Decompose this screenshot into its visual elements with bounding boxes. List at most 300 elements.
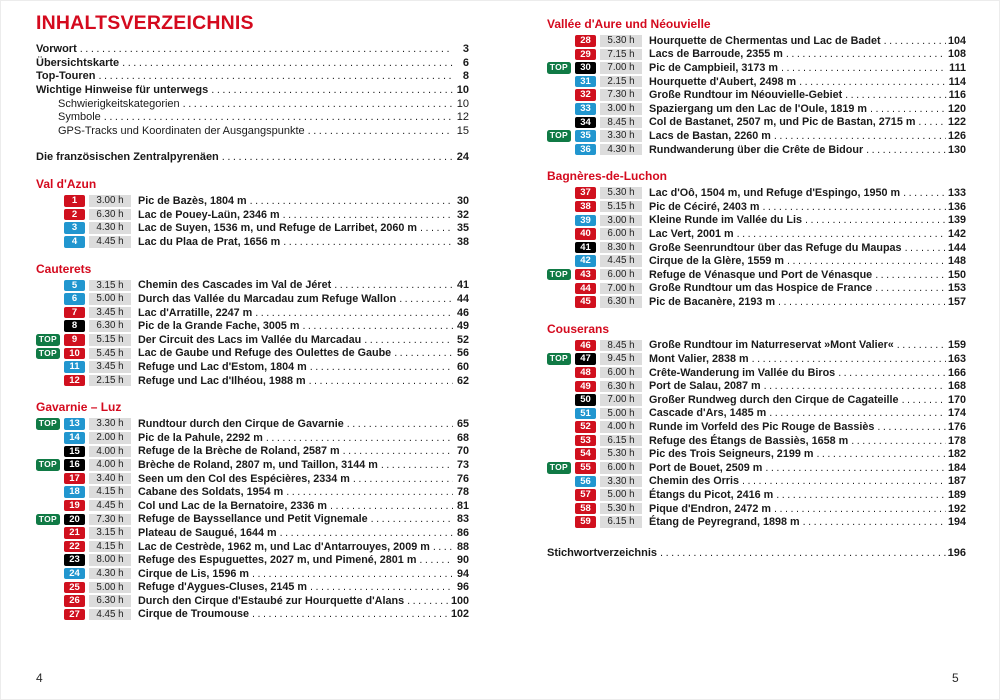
entry-page-number: 163 xyxy=(947,353,966,366)
entry-label: Refuge und Lac d'Ilhéou, 1988 m xyxy=(138,374,306,387)
tour-duration: 4.45 h xyxy=(89,236,131,248)
entry-page-number: 144 xyxy=(947,241,966,254)
tour-entry xyxy=(547,475,966,489)
entry-label: GPS-Tracks und Koordinaten der Ausgangspunkte xyxy=(58,124,305,137)
tour-duration: 6.30 h xyxy=(89,595,131,607)
tour-duration: 8.30 h xyxy=(600,242,642,254)
entry-page-number: 100 xyxy=(450,594,469,607)
section-heading: Val d'Azun xyxy=(36,177,97,192)
dotted-leader xyxy=(334,279,453,291)
tour-number-badge: 52 xyxy=(575,421,596,433)
dotted-leader xyxy=(371,513,453,525)
dotted-leader xyxy=(309,375,453,387)
tour-duration: 4.00 h xyxy=(600,421,642,433)
dotted-leader xyxy=(302,320,453,332)
dotted-leader xyxy=(266,432,453,444)
tour-entry xyxy=(547,434,966,448)
page-number-right: 5 xyxy=(952,671,959,685)
tour-entry xyxy=(547,186,966,200)
entry-label: Lac d'Oô, 1504 m, und Refuge d'Espingo, 1950 m xyxy=(649,187,901,200)
tour-entry xyxy=(547,61,966,75)
tour-number-badge: 17 xyxy=(64,473,85,485)
dotted-leader xyxy=(875,269,946,281)
tour-entry xyxy=(36,513,469,527)
tour-duration: 6.00 h xyxy=(600,269,642,281)
dotted-leader xyxy=(781,62,947,74)
entry-page-number: 94 xyxy=(456,567,469,580)
tour-number-badge: 13 xyxy=(64,418,85,430)
entry-page-number: 88 xyxy=(456,540,469,553)
dotted-leader xyxy=(286,486,453,498)
tour-entry xyxy=(547,502,966,516)
tour-entry xyxy=(547,515,966,529)
entry-page-number: 3 xyxy=(462,43,469,56)
tour-number-badge: 50 xyxy=(575,394,596,406)
tour-number-badge: 10 xyxy=(64,348,85,360)
top-slot xyxy=(36,418,64,430)
tour-number-badge: 3 xyxy=(64,222,85,234)
entry-label: Übersichtskarte xyxy=(36,56,120,69)
left-page-column xyxy=(36,14,469,621)
tour-entry xyxy=(36,485,469,499)
tour-number-badge: 24 xyxy=(64,568,85,580)
dotted-leader xyxy=(399,293,453,305)
top-badge: TOP xyxy=(547,353,571,365)
tour-number-badge: 37 xyxy=(575,187,596,199)
entry-label: Große Rundtour im Néouvielle-Gebiet xyxy=(649,89,843,102)
tour-number-badge: 2 xyxy=(64,209,85,221)
top-badge: TOP xyxy=(36,334,60,346)
tour-entry xyxy=(36,431,469,445)
tour-entry xyxy=(36,235,469,249)
tour-number-badge: 30 xyxy=(575,62,596,74)
tour-number-badge: 20 xyxy=(64,514,85,526)
tour-entry xyxy=(547,407,966,421)
entry-label: Rundwanderung über die Crête de Bidour xyxy=(649,143,864,156)
entry-label: Refuge de Bayssellance und Petit Vignemale xyxy=(138,513,368,526)
tour-number-badge: 42 xyxy=(575,255,596,267)
entry-page-number: 187 xyxy=(947,475,966,488)
entry-page-number: 114 xyxy=(948,75,966,88)
entry-label: Pic de Bazès, 1804 m xyxy=(138,195,247,208)
entry-label: Große Rundtour um das Hospice de France xyxy=(649,282,873,295)
dotted-leader xyxy=(252,608,449,620)
entry-label: Rundtour durch den Cirque de Gavarnie xyxy=(138,418,344,431)
tour-number-badge: 26 xyxy=(64,595,85,607)
tour-entry xyxy=(36,499,469,513)
dotted-leader xyxy=(875,282,946,294)
tour-duration: 2.15 h xyxy=(89,375,131,387)
entry-page-number: 104 xyxy=(947,34,966,47)
top-slot xyxy=(547,353,575,365)
dotted-leader xyxy=(805,214,946,226)
tour-duration: 3.00 h xyxy=(600,103,642,115)
tour-number-badge: 1 xyxy=(64,195,85,207)
tour-number-badge: 49 xyxy=(575,381,596,393)
entry-label: Chemin des Cascades im Val de Jéret xyxy=(138,279,332,292)
tour-duration: 6.15 h xyxy=(600,516,642,528)
entry-label: Lac Vert, 2001 m xyxy=(649,227,734,240)
tour-duration: 5.45 h xyxy=(89,348,131,360)
tour-number-badge: 8 xyxy=(64,320,85,332)
top-badge: TOP xyxy=(547,62,571,74)
entry-label: Plateau de Saugué, 1644 m xyxy=(138,526,277,539)
tour-duration: 3.30 h xyxy=(600,130,642,142)
tour-number-badge: 43 xyxy=(575,269,596,281)
dotted-leader xyxy=(764,380,946,392)
dotted-leader xyxy=(803,516,946,528)
top-badge: TOP xyxy=(36,459,60,471)
dotted-leader xyxy=(799,76,946,88)
tour-number-badge: 46 xyxy=(575,340,596,352)
tour-number-badge: 44 xyxy=(575,283,596,295)
dotted-leader xyxy=(280,527,453,539)
dotted-leader xyxy=(851,435,946,447)
entry-page-number: 65 xyxy=(456,418,469,431)
dotted-leader xyxy=(104,111,453,123)
tour-entry xyxy=(547,75,966,89)
spacer xyxy=(36,138,469,151)
tour-duration: 4.15 h xyxy=(89,486,131,498)
entry-page-number: 81 xyxy=(456,499,469,512)
tour-number-badge: 51 xyxy=(575,408,596,420)
intro-entry xyxy=(36,56,469,70)
tour-duration: 3.30 h xyxy=(600,476,642,488)
tour-duration: 6.30 h xyxy=(600,381,642,393)
entry-label: Cirque de Troumouse xyxy=(138,608,249,621)
tour-duration: 8.45 h xyxy=(600,117,642,129)
tour-duration: 8.00 h xyxy=(89,554,131,566)
entry-page-number: 178 xyxy=(947,434,966,447)
entry-page-number: 170 xyxy=(947,393,966,406)
entry-label: Top-Touren xyxy=(36,70,96,83)
entry-page-number: 76 xyxy=(456,472,469,485)
entry-page-number: 116 xyxy=(948,89,966,102)
entry-label: Seen um den Col des Espécières, 2334 m xyxy=(138,472,350,485)
entry-page-number: 24 xyxy=(456,151,469,164)
entry-page-number: 194 xyxy=(947,516,966,529)
tour-number-badge: 11 xyxy=(64,361,85,373)
dotted-leader xyxy=(122,57,453,69)
tour-entry xyxy=(36,194,469,208)
tour-number-badge: 22 xyxy=(64,541,85,553)
tour-number-badge: 38 xyxy=(575,201,596,213)
entry-page-number: 168 xyxy=(947,380,966,393)
entry-page-number: 108 xyxy=(947,48,966,61)
tour-number-badge: 19 xyxy=(64,500,85,512)
tour-entry xyxy=(36,526,469,540)
dotted-leader xyxy=(407,595,449,607)
entry-page-number: 35 xyxy=(456,222,469,235)
tour-entry xyxy=(547,379,966,393)
entry-label: Refuge und Lac d'Estom, 1804 m xyxy=(138,360,307,373)
tour-duration: 5.30 h xyxy=(600,448,642,460)
tour-duration: 5.15 h xyxy=(600,201,642,213)
tour-entry xyxy=(547,352,966,366)
tour-number-badge: 18 xyxy=(64,486,85,498)
tour-duration: 8.45 h xyxy=(600,340,642,352)
page-title: INHALTSVERZEICHNIS xyxy=(36,12,254,34)
tour-entry xyxy=(36,581,469,595)
tour-number-badge: 45 xyxy=(575,296,596,308)
tour-number-badge: 41 xyxy=(575,242,596,254)
tour-entry xyxy=(36,417,469,431)
tour-duration: 7.15 h xyxy=(600,49,642,61)
tour-duration: 5.30 h xyxy=(600,187,642,199)
entry-page-number: 153 xyxy=(947,282,966,295)
tour-number-badge: 36 xyxy=(575,144,596,156)
tour-entry xyxy=(547,339,966,353)
dotted-leader xyxy=(786,48,946,60)
tour-duration: 4.30 h xyxy=(89,222,131,234)
tour-entry xyxy=(547,268,966,282)
tour-entry xyxy=(547,241,966,255)
tour-entry xyxy=(36,333,469,347)
tour-duration: 5.00 h xyxy=(89,293,131,305)
intro-entry xyxy=(36,151,469,165)
entry-page-number: 60 xyxy=(456,360,469,373)
entry-label: Cirque de la Glère, 1559 m xyxy=(649,255,785,268)
dotted-leader xyxy=(347,418,453,430)
tour-number-badge: 47 xyxy=(575,353,596,365)
tour-duration: 4.45 h xyxy=(600,255,642,267)
entry-label: Port de Bouet, 2509 m xyxy=(649,461,763,474)
dotted-leader xyxy=(774,503,946,515)
entry-label: Refuge des Étangs de Bassiès, 1658 m xyxy=(649,434,849,447)
entry-label: Refuge des Espuguettes, 2027 m, und Pimené, 2801 m xyxy=(138,554,417,567)
entry-page-number: 30 xyxy=(456,195,469,208)
dotted-leader xyxy=(778,296,946,308)
tour-entry xyxy=(547,88,966,102)
entry-page-number: 111 xyxy=(949,61,966,74)
entry-page-number: 130 xyxy=(947,143,966,156)
entry-label: Cirque de Lis, 1596 m xyxy=(138,567,250,580)
tour-number-badge: 23 xyxy=(64,554,85,566)
top-slot xyxy=(547,62,575,74)
dotted-leader xyxy=(905,242,946,254)
entry-page-number: 142 xyxy=(947,227,966,240)
entry-label: Étangs du Picot, 2416 m xyxy=(649,489,774,502)
tour-entry xyxy=(547,116,966,130)
tour-entry xyxy=(547,282,966,296)
entry-label: Brèche de Roland, 2807 m, und Taillon, 3144 m xyxy=(138,458,378,471)
dotted-leader xyxy=(353,473,453,485)
entry-label: Pique d'Endron, 2472 m xyxy=(649,502,771,515)
entry-label: Refuge d'Aygues-Cluses, 2145 m xyxy=(138,581,307,594)
tour-duration: 5.30 h xyxy=(600,35,642,47)
tour-duration: 9.45 h xyxy=(600,353,642,365)
tour-duration: 6.30 h xyxy=(89,320,131,332)
tour-entry xyxy=(547,447,966,461)
entry-page-number: 120 xyxy=(947,102,966,115)
tour-number-badge: 31 xyxy=(575,76,596,88)
dotted-leader xyxy=(884,35,946,47)
dotted-leader xyxy=(742,475,946,487)
top-slot xyxy=(36,514,64,526)
tour-entry xyxy=(36,458,469,472)
tour-number-badge: 28 xyxy=(575,35,596,47)
tour-duration: 3.30 h xyxy=(89,418,131,430)
entry-page-number: 133 xyxy=(947,187,966,200)
right-page-column xyxy=(547,14,966,560)
tour-duration: 5.00 h xyxy=(600,408,642,420)
dotted-leader xyxy=(902,394,946,406)
entry-label: Spaziergang um den Lac de l'Oule, 1819 m xyxy=(649,102,867,115)
tour-entry xyxy=(36,553,469,567)
tour-duration: 3.45 h xyxy=(89,307,131,319)
entry-label: Refuge de Vénasque und Port de Vénasque xyxy=(649,268,873,281)
top-slot xyxy=(547,269,575,281)
tour-entry xyxy=(36,319,469,333)
tour-entry xyxy=(547,420,966,434)
dotted-leader xyxy=(283,209,453,221)
tour-entry xyxy=(547,143,966,157)
entry-label: Vorwort xyxy=(36,43,77,56)
entry-label: Étang de Peyregrand, 1898 m xyxy=(649,516,800,529)
dotted-leader xyxy=(308,125,453,137)
dotted-leader xyxy=(80,43,453,55)
entry-page-number: 44 xyxy=(456,293,469,306)
tour-number-badge: 16 xyxy=(64,459,85,471)
tour-duration: 4.45 h xyxy=(89,500,131,512)
entry-label: Großer Rundweg durch den Cirque de Cagateille xyxy=(649,393,899,406)
intro-entry xyxy=(36,124,469,138)
tour-duration: 7.30 h xyxy=(89,514,131,526)
tour-entry xyxy=(547,254,966,268)
dotted-leader xyxy=(420,222,453,234)
tour-duration: 5.30 h xyxy=(600,503,642,515)
tour-number-badge: 7 xyxy=(64,307,85,319)
tour-number-badge: 12 xyxy=(64,375,85,387)
tour-entry xyxy=(547,129,966,143)
entry-label: Kleine Runde im Vallée du Lis xyxy=(649,214,802,227)
tour-number-badge: 27 xyxy=(64,609,85,621)
entry-page-number: 174 xyxy=(947,407,966,420)
entry-label: Große Rundtour im Naturreservat »Mont Valier« xyxy=(649,339,894,352)
tour-entry xyxy=(36,221,469,235)
dotted-leader xyxy=(433,541,453,553)
entry-label: Hourquette de Chermentas und Lac de Badet xyxy=(649,34,881,47)
entry-label: Hourquette d'Aubert, 2498 m xyxy=(649,75,797,88)
entry-label: Lac de Suyen, 1536 m, und Refuge de Larribet, 2060 m xyxy=(138,222,418,235)
tour-entry xyxy=(36,567,469,581)
dotted-leader xyxy=(283,236,453,248)
tour-duration: 4.00 h xyxy=(89,459,131,471)
intro-entry xyxy=(36,83,469,97)
entry-page-number: 182 xyxy=(947,448,966,461)
tour-entry xyxy=(547,488,966,502)
entry-page-number: 52 xyxy=(456,333,469,346)
tour-duration: 2.15 h xyxy=(600,76,642,88)
entry-page-number: 10 xyxy=(456,84,469,97)
tour-number-badge: 48 xyxy=(575,367,596,379)
intro-entry xyxy=(36,97,469,111)
top-badge: TOP xyxy=(36,418,60,430)
entry-label: Col und Lac de la Bernatoire, 2336 m xyxy=(138,499,328,512)
entry-label: Refuge de la Brèche de Roland, 2587 m xyxy=(138,445,340,458)
top-badge: TOP xyxy=(36,348,60,360)
tour-number-badge: 35 xyxy=(575,130,596,142)
dotted-leader xyxy=(252,568,453,580)
entry-page-number: 150 xyxy=(947,268,966,281)
tour-duration: 3.00 h xyxy=(600,215,642,227)
tour-number-badge: 59 xyxy=(575,516,596,528)
tour-duration: 6.30 h xyxy=(89,209,131,221)
entry-page-number: 136 xyxy=(947,200,966,213)
tour-number-badge: 55 xyxy=(575,462,596,474)
top-badge: TOP xyxy=(547,269,571,281)
dotted-leader xyxy=(222,151,453,163)
entry-label: Lac d'Arratille, 2247 m xyxy=(138,306,253,319)
tour-duration: 6.30 h xyxy=(600,296,642,308)
top-slot xyxy=(36,348,64,360)
entry-page-number: 166 xyxy=(947,366,966,379)
dotted-leader xyxy=(918,116,946,128)
top-slot xyxy=(547,462,575,474)
dotted-leader xyxy=(737,228,946,240)
dotted-leader xyxy=(330,500,453,512)
dotted-leader xyxy=(838,367,946,379)
tour-entry xyxy=(36,445,469,459)
tour-duration: 5.00 h xyxy=(89,582,131,594)
tour-entry xyxy=(36,208,469,222)
tour-number-badge: 40 xyxy=(575,228,596,240)
top-slot xyxy=(36,334,64,346)
intro-list xyxy=(36,43,469,165)
entry-page-number: 102 xyxy=(450,608,469,621)
entry-label: Pic de Céciré, 2403 m xyxy=(649,200,760,213)
dotted-leader xyxy=(762,201,946,213)
tour-duration: 4.45 h xyxy=(89,609,131,621)
top-slot xyxy=(36,459,64,471)
index-entry xyxy=(547,546,966,560)
tour-entry xyxy=(547,295,966,309)
top-badge: TOP xyxy=(36,514,60,526)
intro-entry xyxy=(36,70,469,84)
entry-label: Mont Valier, 2838 m xyxy=(649,353,749,366)
entry-page-number: 62 xyxy=(456,374,469,387)
tour-duration: 5.00 h xyxy=(600,489,642,501)
tour-duration: 2.00 h xyxy=(89,432,131,444)
intro-entry xyxy=(36,43,469,57)
tour-entry xyxy=(36,279,469,293)
top-slot xyxy=(547,130,575,142)
entry-page-number: 70 xyxy=(456,445,469,458)
entry-label: Cascade d'Ars, 1485 m xyxy=(649,407,767,420)
entry-label: Runde im Vorfeld des Pic Rouge de Bassiès xyxy=(649,421,875,434)
dotted-leader xyxy=(776,489,946,501)
entry-page-number: 56 xyxy=(456,347,469,360)
entry-label: Schwierigkeitskategorien xyxy=(58,97,180,110)
section-heading: Couserans xyxy=(547,321,610,336)
tour-duration: 3.00 h xyxy=(89,195,131,207)
entry-label: Pic de Campbieil, 3173 m xyxy=(649,61,779,74)
entry-page-number: 184 xyxy=(947,461,966,474)
entry-page-number: 8 xyxy=(462,70,469,83)
dotted-leader xyxy=(381,459,453,471)
dotted-leader xyxy=(211,84,453,96)
entry-page-number: 68 xyxy=(456,431,469,444)
tour-number-badge: 56 xyxy=(575,476,596,488)
entry-page-number: 78 xyxy=(456,486,469,499)
entry-page-number: 46 xyxy=(456,306,469,319)
entry-page-number: 96 xyxy=(456,581,469,594)
dotted-leader xyxy=(845,89,946,101)
dotted-leader xyxy=(183,98,453,110)
dotted-leader xyxy=(394,347,453,359)
entry-page-number: 189 xyxy=(947,489,966,502)
entry-label: Der Circuit des Lacs im Vallée du Marcadau xyxy=(138,333,362,346)
